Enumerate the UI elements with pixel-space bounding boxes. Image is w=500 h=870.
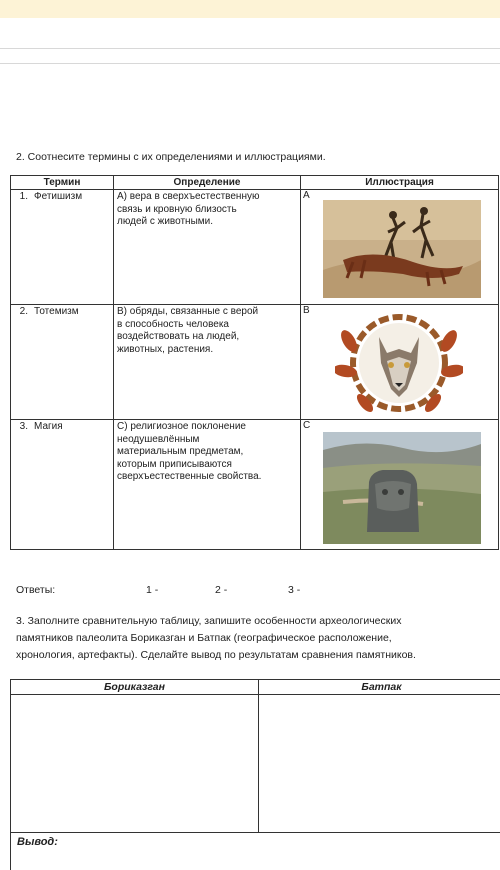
definition-cell: В) обряды, связанные с верой в способность человека воздействовать на людей, животных, растения. — [114, 305, 301, 420]
table-row — [11, 305, 499, 420]
answer-cell-batpak[interactable] — [259, 695, 500, 834]
divider — [0, 48, 500, 49]
rock-art-illustration — [323, 200, 481, 298]
illustration-letter: С — [303, 420, 310, 431]
task-2-title: 2. Соотнесите термины с их определениями и иллюстрациями. — [16, 151, 326, 163]
table-row — [11, 190, 499, 305]
illustration-cell — [301, 420, 499, 550]
task-3-text: 3. Заполните сравнительную таблицу, запишите особенности археологических памятников палеолита Бориказган и Батпак (географическое расположение, хронология, артефакты). Сделайте вывод по результатам сравнения памятников. — [16, 613, 500, 664]
header-batpak: Батпак — [259, 680, 500, 695]
illustration-letter: А — [303, 190, 310, 201]
matching-table — [10, 175, 499, 550]
header-definition: Определение — [114, 176, 301, 190]
answers-line — [16, 584, 336, 598]
term-text: Фетишизм — [34, 191, 82, 202]
top-banner — [0, 0, 500, 18]
answer-cell-borikazgan[interactable] — [11, 695, 259, 834]
term-cell: 3. Магия — [11, 420, 114, 550]
term-text: Магия — [34, 421, 63, 432]
answer-3: 3 - — [288, 584, 300, 596]
conclusion-box[interactable] — [10, 832, 500, 870]
term-cell: 1. Фетишизм — [11, 190, 114, 305]
divider — [0, 63, 500, 64]
term-text: Тотемизм — [34, 306, 79, 317]
answers-label: Ответы: — [16, 584, 55, 596]
header-illustration: Иллюстрация — [301, 176, 499, 190]
term-cell: 2. Тотемизм — [11, 305, 114, 420]
answer-1: 1 - — [146, 584, 158, 596]
definition-cell: А) вера в сверхъестественную связь и кровную близость людей с животными. — [114, 190, 301, 305]
definition-cell: С) религиозное поклонение неодушевлённым материальным предметам, которым приписываются сверхъестественные свойства. — [114, 420, 301, 550]
table-row — [11, 420, 499, 550]
wolf-dreamcatcher-illustration — [335, 311, 463, 415]
illustration-cell — [301, 190, 499, 305]
stone-idol-illustration — [323, 432, 481, 544]
illustration-cell — [301, 305, 499, 420]
illustration-letter: В — [303, 305, 310, 316]
answer-2: 2 - — [215, 584, 227, 596]
comparison-table — [10, 679, 500, 833]
header-borikazgan: Бориказган — [11, 680, 259, 695]
conclusion-label: Вывод: — [17, 836, 58, 848]
header-term: Термин — [11, 176, 114, 190]
